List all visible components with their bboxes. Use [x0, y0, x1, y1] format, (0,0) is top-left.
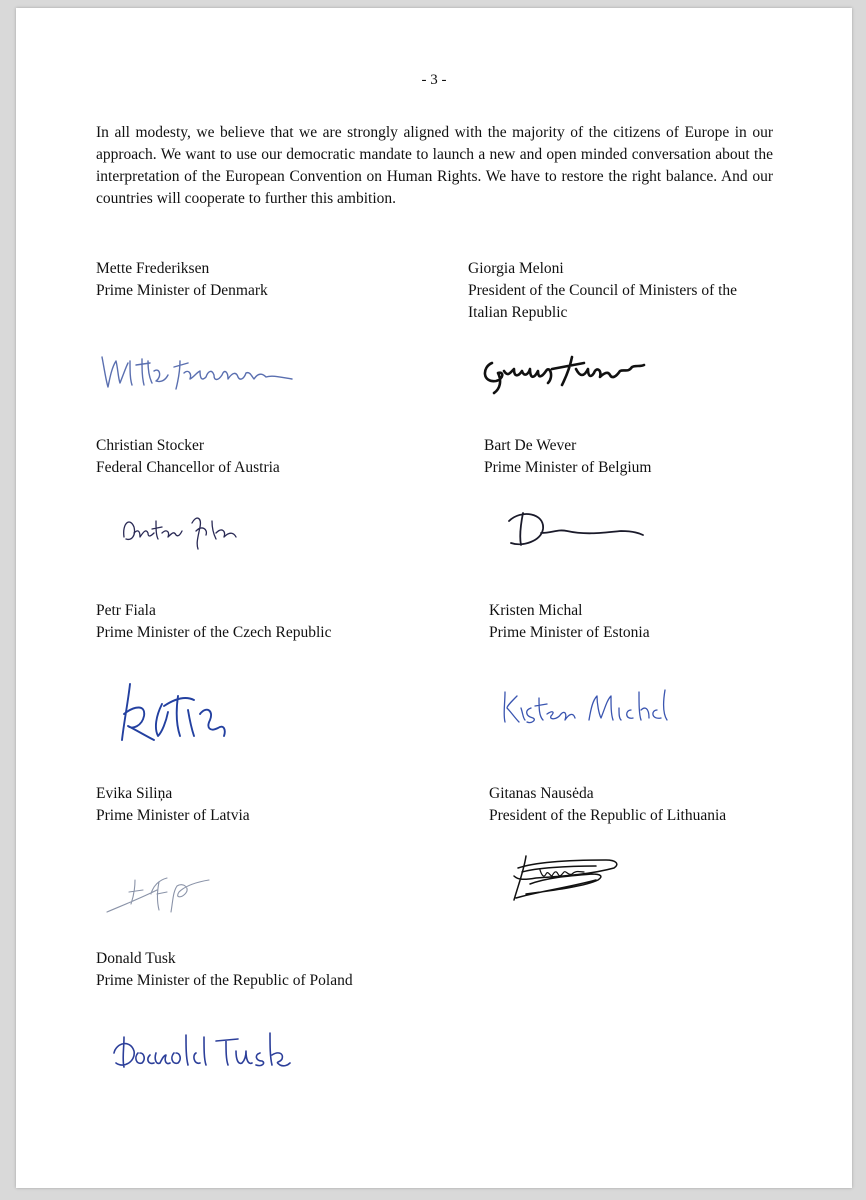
signature-stocker — [116, 503, 266, 553]
signatory-meloni — [468, 258, 768, 324]
signature-silina — [101, 866, 231, 921]
signature-stroke — [485, 357, 644, 393]
signature-tusk — [104, 1023, 304, 1073]
signature-stroke — [107, 878, 209, 912]
signatory-silina — [96, 783, 426, 827]
signatory-name: Christian Stocker — [96, 437, 205, 454]
signatory-nauseda — [489, 783, 819, 827]
signatory-name: Petr Fiala — [96, 602, 156, 619]
signature-stroke — [122, 684, 225, 740]
signature-stroke — [102, 357, 168, 387]
signatory-tusk — [96, 948, 426, 992]
signatory-name: Donald Tusk — [96, 950, 176, 967]
page-number: - 3 - — [421, 72, 447, 88]
signatory-name: Giorgia Meloni — [468, 260, 564, 277]
signature-stroke — [114, 1035, 206, 1067]
signatory-name: Bart De Wever — [484, 437, 577, 454]
signatory-title: Prime Minister of Estonia — [489, 624, 650, 641]
signature-stroke — [216, 1033, 290, 1066]
signatory-title: Prime Minister of Belgium — [484, 459, 652, 476]
signatory-title: President of the Republic of Lithuania — [489, 807, 727, 824]
signatory-title: Prime Minister of Latvia — [96, 807, 250, 824]
signatory-title: Prime Minister of Denmark — [96, 282, 268, 299]
signatory-title: Prime Minister of the Republic of Poland — [96, 972, 353, 989]
signature-stroke — [174, 361, 292, 389]
signature-stroke — [509, 513, 643, 545]
document-page — [16, 8, 852, 1188]
signatory-name: Mette Frederiksen — [96, 260, 210, 277]
signatory-title: Prime Minister of the Czech Republic — [96, 624, 332, 641]
signature-meloni — [476, 343, 646, 398]
signatory-stocker — [96, 435, 426, 479]
signatory-de-wever — [484, 435, 814, 479]
signature-nauseda — [496, 846, 646, 904]
signature-frederiksen — [96, 343, 306, 393]
signatory-title: Federal Chancellor of Austria — [96, 459, 280, 476]
signatory-title: President of the Council of Ministers of the Italian Republic — [468, 282, 738, 321]
signature-stroke — [589, 690, 667, 720]
signatory-name: Evika Siliņa — [96, 785, 173, 802]
signature-stroke — [124, 518, 236, 549]
signature-fiala — [106, 676, 236, 751]
signatory-frederiksen — [96, 258, 426, 302]
signature-stroke — [514, 856, 617, 900]
signatory-fiala — [96, 600, 426, 644]
signature-de-wever — [501, 503, 651, 553]
body-paragraph: In all modesty, we believe that we are strongly aligned with the majority of the citizens of Europe in our approach. We want to use our democratic mandate to launch a new and open minded conversation about the interpretation of the European Convention on Human Rights. We have to restore the right balance. And our countries will cooperate to further this ambition. — [96, 124, 773, 207]
signatory-name: Gitanas Nausėda — [489, 785, 594, 802]
signatory-michal — [489, 600, 819, 644]
signatory-name: Kristen Michal — [489, 602, 583, 619]
signature-michal — [491, 678, 671, 726]
signature-stroke — [504, 692, 575, 723]
